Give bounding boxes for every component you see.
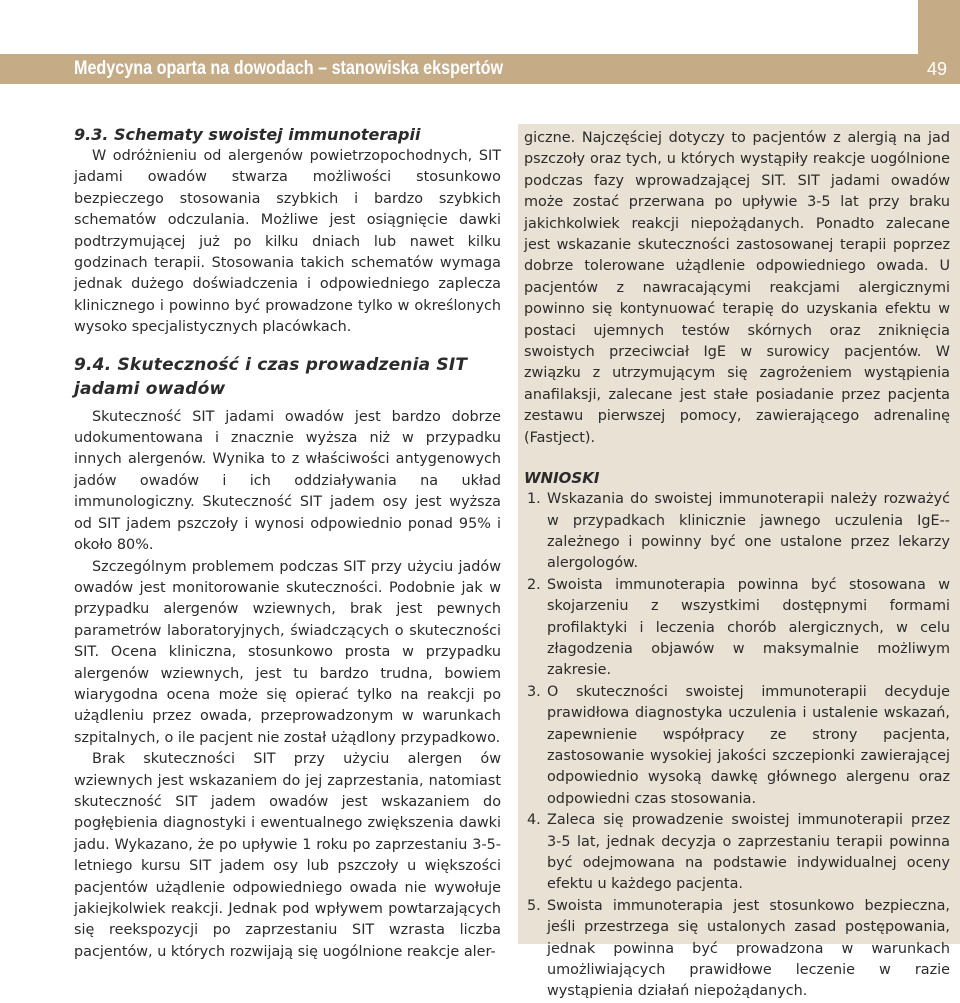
left-column [74,124,501,963]
conclusion-number: 5. [527,897,541,914]
section-heading-schematy: 9.3. Schematy swoistej immunoterapii [74,125,421,144]
conclusions-heading: WNIOSKI [524,469,600,488]
conclusion-item [524,575,950,682]
conclusion-text: Wskazania do swoistej immunoterapii należy rozważyć w przypadkach klinicznie jawnego uczulenia IgE--zależnego i powinny być one ustalone przez lekarzy alergologów. [547,491,950,572]
running-header-title: Medycyna oparta na dowodach [74,58,314,79]
running-header [74,57,503,81]
conclusions-box [518,124,960,1000]
conclusion-text: Swoista immunoterapia powinna być stosowana w skojarzeniu z wszystkimi dostępnymi formami profilaktyki i leczenia chorób alergicznych, w celu złagodzenia objawów w maksymalnie możliwym zakresie. [547,576,950,679]
conclusion-item [524,896,950,1003]
paragraph-continuation: giczne. Najczęściej dotyczy to pacjentów z alergią na jad pszczoły oraz tych, u których wystąpiły reakcje uogólnione podczas fazy wprowadzającej SIT. SIT jadami owadów może zostać przerwana po upływie 3-5 lat przy braku jakichkolwiek reakcji niepożądanych. Ponadto zalecane jest wskazanie skuteczności zastosowanej terapii poprzez dobrze tolerowane użądlenie odpowiedniego owada. U pacjentów z nawracającymi reakcjami alergicznymi powinno się kontynuować terapię do uzyskania efektu w postaci ujemnych testów skórnych oraz zniknięcia swoistych przeciwciał IgE w surowicy pacjentów. W związku z utrzymującym się zagrożeniem wystąpienia anafilaksji, zalecane jest stałe posiadanie przez pacjenta zestawu pierwszej pomocy, zawierającego adrenalinę (Fastject). [524,130,950,446]
paragraph: Skuteczność SIT jadami owadów jest bardzo dobrze udokumentowana i znacznie wyższa niż w przypadku innych alergenów. Wynika to z właściwości antygenowych jadów owadów i ich oddziaływania na układ immunologiczny. Skuteczność SIT jadem osy jest wyższa od SIT jadem pszczoły i wynosi odpowiednio ponad 95% i około 80%. [74,408,501,554]
conclusions-list [524,489,950,1003]
conclusion-item [524,810,950,896]
running-header-subtitle: – stanowiska ekspertów [313,58,504,79]
paragraph: Szczególnym problemem podczas SIT przy użyciu jadów owadów jest monitorowanie skuteczności. Podobnie jak w przypadku alergenów wziewnych, brak jest pewnych parametrów laboratoryjnych, świadczących o skuteczności SIT. Ocena kliniczna, stosunkowo prosta w przypadku alergenów wziewnych, jest tu bardzo trudna, bowiem wiarygodna ocena może się opierać tylko na reakcji po użądleniu przez owada, przeprowadzonym w warunkach szpitalnych, o ile pacjent nie został użądlony przypadkowo. [74,558,501,746]
conclusion-text: Zaleca się prowadzenie swoistej immunoterapii przez 3-5 lat, jednak decyzja o zaprzestaniu terapii powinna być odejmowana na podstawie indywidualnej oceny efektu u każdego pacjenta. [547,812,950,893]
paragraph: W odróżnieniu od alergenów powietrzopochodnych, SIT jadami owadów stwarza możliwości stosunkowo bezpieczego stosowania szybkich i bardzo szybkich schematów odczulania. Możliwe jest osiągnięcie dawki podtrzymującej już po kilku dniach lub nawet kilku godzinach terapii. Stosowania takich schematów wymaga jednak dużego doświadczenia i odpowiedniego zaplecza klinicznego i powinno być prowadzone tylko w określonych wysoko specjalistycznych placówkach. [74,148,501,336]
conclusion-number: 1. [527,491,541,508]
paragraph: Brak skuteczności SIT przy użyciu alergen ów wziewnych jest wskazaniem do jej zaprzestania, natomiast skuteczność SIT jadem owadów jest wskazaniem do pogłębienia diagnostyki i ewentualnego zwiększenia dawki jadu. Wykazano, że po upływie 1 roku po zaprzestaniu 3-5-letniego kursu SIT jadem osy lub pszczoły u większości pacjentów użądlenie odpowiedniego owada nie wywołuje jakiejkolwiek reakcji. Jednak pod wpływem powtarzających się reekspozycji po zaprzestaniu SIT wzrasta liczba pacjentów, u których rozwijają się uogólnione reakcje aler- [74,751,501,960]
conclusion-number: 4. [527,812,541,829]
conclusion-item [524,682,950,810]
conclusion-number: 2. [527,576,541,593]
section-heading-skutecznosc: 9.4. Skuteczność i czas prowadzenia SIT jadami owadów [74,354,468,399]
conclusion-number: 3. [527,683,541,700]
page-number: 49 [926,59,948,79]
conclusion-item [524,489,950,575]
conclusion-text: Swoista immunoterapia jest stosunkowo bezpieczna, jeśli przestrzega się ustalonych zasad postępowania, jednak powinna być prowadzona w warunkach umożliwiających prawidłowe leczenie w razie wystąpienia działań niepożądanych. [547,897,950,1000]
conclusion-text: O skuteczności swoistej immunoterapii decyduje prawidłowa diagnostyka uczulenia i ustalenie wskazań, zapewnienie współpracy ze strony pacjenta, zastosowanie wysokiej jakości szczepionki zawierającej odpowiednio wysoką dawkę głównego alergenu oraz odpowiedni czas stosowania. [547,683,950,807]
